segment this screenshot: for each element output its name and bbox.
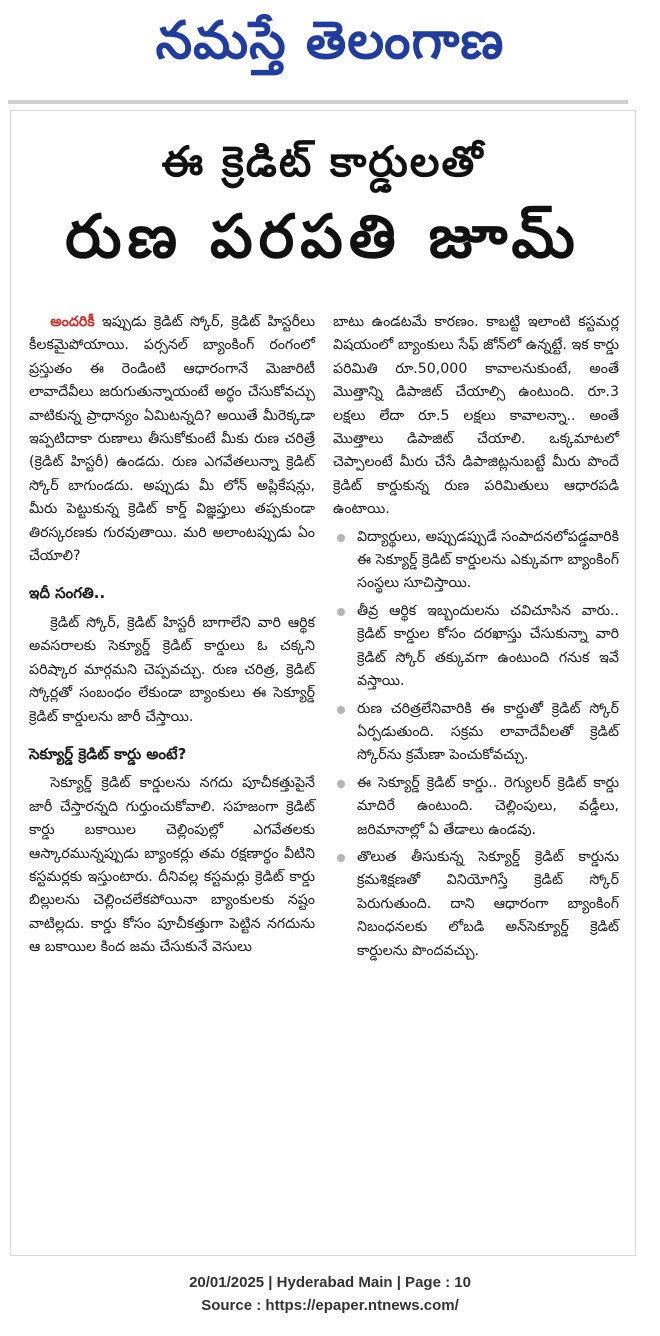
- newspaper-logo: నమస్తే తెలంగాణ: [155, 11, 505, 71]
- subheading-1: ఇదీ సంగతి..: [29, 584, 106, 603]
- headline-line-1: ఈ క్రెడిట్ కార్డులతో: [161, 137, 485, 186]
- article-body: [29, 311, 625, 1251]
- bullet-dot-icon: [337, 854, 345, 862]
- left-column: [29, 311, 315, 960]
- bullet-dot-icon: [337, 534, 345, 542]
- bullet-text: ఈ సెక్యూర్డ్ క్రెడిట్ కార్డు.. రెగ్యులర్ క్రెడిట్ కార్డు మాదిరే ఉంటుంది. చెల్లింపులు, వడ్డీలు, జరిమానాల్లో ఏ తేడాలు ఉండవు.: [357, 774, 619, 838]
- footer-dateline: 20/01/2025 | Hyderabad Main | Page : 10: [189, 1274, 471, 1291]
- bullet-dot-icon: [337, 608, 345, 616]
- bullet-text: తొలుత తీసుకున్న సెక్యూర్డ్ క్రెడిట్ కార్డును క్రమశిక్షణతో వినియోగిస్తే క్రెడిట్ స్కోర్ పెరుగుతుంది. దాని ఆధారంగా బ్యాంకింగ్ నిబంధనలకు లోబడి అన్‌సెక్యూర్డ్ క్రెడిట్ కార్డులను పొందవచ్చు.: [357, 848, 619, 959]
- intro-text: ఇప్పుడు క్రెడిట్ స్కోర్, క్రెడిట్ హిస్టరీలు కీలకమైపోయాయి. పర్సనల్ బ్యాంకింగ్ రంగంలో ప్రస్తుతం ఈ రెండింటి ఆధారంగానే మెజారిటీ లావాదేవీలు జరుగుతున్నాయంటే అర్థం చేసుకోవచ్చు వాటికున్న ప్రాధాన్యం ఏమిటన్నది? అయితే మీరెక్కడా ఇప్పటిదాకా రుణాలు తీసుకోకుంటే మీకు రుణ చరిత్రే (క్రెడిట్ హిస్టరీ) ఉండదు. రుణ ఎగవేతలున్నా క్రెడిట్ స్కోర్ బాగుండదు. అప్పుడు మీ లోన్ అప్లికేషన్లు, మీరు పెట్టుకున్న క్రెడిట్ కార్డ్ విజ్ఞప్తులు తప్పకుండా తిరస్కరణకు గురవుతాయి. మరి అలాంటప్పుడు ఏం చేయాలి?: [29, 314, 315, 565]
- right-column: [333, 311, 619, 963]
- subheading-2: సెక్యూర్డ్ క్రెడిట్ కార్డు అంటే?: [29, 744, 187, 763]
- paragraph-continued: బాటు ఉండటమే కారణం. కాబట్టి ఇలాంటి కస్టమర్ల విషయంలో బ్యాంకులు సేఫ్ జోన్‌లో ఉన్నట్టే. ఇక కార్డు పరిమితి రూ.50,000 కావాలనుకుంటే, అంతే మొత్తాన్ని డిపాజిట్ చేయాల్సి ఉంటుంది. రూ.3 లక్షలు లేదా రూ.5 లక్షలు కావాలన్నా.. అంతే మొత్తాలు డిపాజిట్ చేయాలి. ఒక్కమాటలో చెప్పాలంటే మీరు చేసే డిపాజిట్లనుబట్టే మీరు పొందే క్రెడిట్ కార్డుకున్న రుణ పరిమితులు ఆధారపడి ఉంటాయి.: [333, 314, 619, 518]
- bullet-text: రుణ చరిత్రలేనివారికి ఈ కార్డుతో క్రెడిట్ స్కోర్ ఏర్పడుతుంది. సక్రమ లావాదేవీలతో క్రెడిట్ స్కోర్‌ను క్రమేణా పెంచుకోవచ్చు.: [357, 700, 619, 764]
- paragraph-2: సెక్యూర్డ్ క్రెడిట్ కార్డులను నగదు పూచీకత్తుపైనే జారీ చేస్తారన్నది గుర్తుంచుకోవాలి. సహజంగా క్రెడిట్ కార్డు బకాయిల చెల్లింపుల్లో ఎగవేతలకు ఆస్కారమున్నప్పుడు బ్యాంకర్లు తమ రక్షణార్థం వీటిని కస్టమర్లకు ఇస్తుంటారు. దీనివల్ల కస్టమర్లు క్రెడిట్ కార్డు బిల్లులను చెల్లించలేకపోయినా బ్యాంకులకు నష్టం వాటిల్లదు. కార్డు కోసం పూచీకత్తుగా పెట్టిన నగదును ఆ బకాయిల కింద జమ చేసుకునే వెసులు: [29, 775, 315, 956]
- masthead: [0, 0, 660, 100]
- bullet-item: [333, 526, 619, 596]
- bullet-dot-icon: [337, 706, 345, 714]
- intro-paragraph: [29, 311, 315, 568]
- bullet-item: [333, 772, 619, 842]
- headline-line-2: రుణ పరపతి జూమ్: [65, 202, 581, 272]
- bullet-text: తీవ్ర ఆర్థిక ఇబ్బందులను చవిచూసిన వారు.. క్రెడిట్ కార్డుల కోసం దరఖాస్తు చేసుకున్నా వారి క్రెడిట్ స్కోర్ తక్కువగా ఉంటుంది గనుక ఇవే వస్తాయి.: [357, 602, 619, 690]
- bullet-item: [333, 698, 619, 768]
- paragraph-1: క్రెడిట్ స్కోర్, క్రెడిట్ హిస్టరీ బాగాలేని వారి ఆర్థిక అవసరాలకు సెక్యూర్డ్ క్రెడిట్ కార్డులు ఓ చక్కని పరిష్కార మార్గమని చెప్పవచ్చు. రుణ చరిత్ర, క్రెడిట్ స్కోర్లతో సంబంధం లేకుండా బ్యాంకులు ఈ సెక్యూర్డ్ క్రెడిట్ కార్డులను జారీ చేస్తాయి.: [29, 614, 315, 725]
- bullet-text: విద్యార్థులు, అప్పుడప్పుడే సంపాదనలోపడ్డవారికి ఈ సెక్యూర్డ్ క్రెడిట్ కార్డులను ఎక్కువగా బ్యాంకింగ్ సంస్థలు సూచిస్తాయి.: [357, 528, 620, 592]
- lead-word: అందరికీ: [50, 314, 95, 330]
- bullet-item: [333, 600, 619, 694]
- bullet-item: [333, 846, 619, 963]
- bullet-dot-icon: [337, 780, 345, 788]
- masthead-divider: [8, 100, 628, 104]
- article-clipping: [10, 110, 636, 1256]
- footer-source: Source : https://epaper.ntnews.com/: [201, 1297, 459, 1314]
